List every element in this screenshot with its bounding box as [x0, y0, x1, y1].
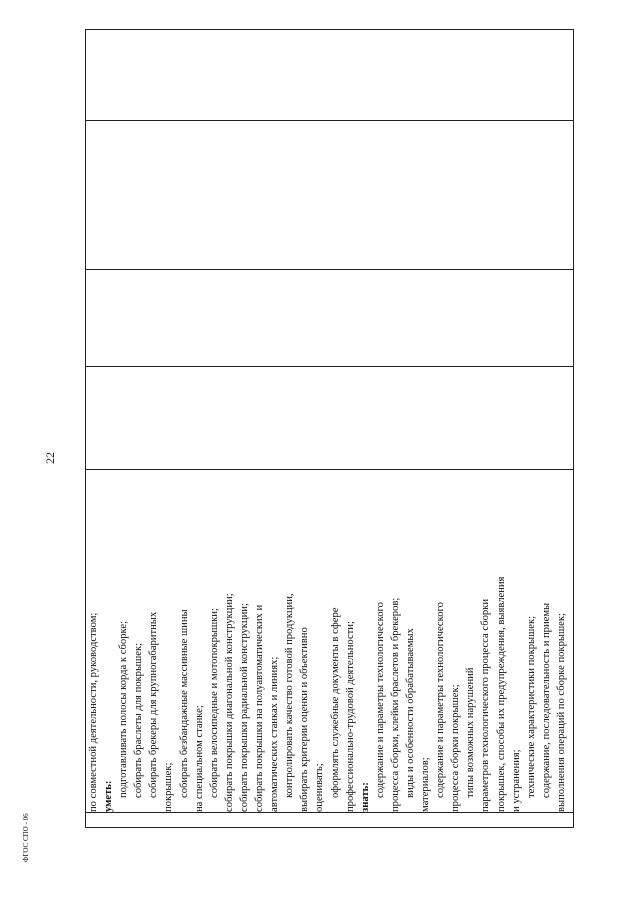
- table-cell-empty: [86, 270, 574, 367]
- content-line: собирать покрышки радиальной конструкции;: [238, 603, 250, 812]
- content-line: уметь:: [103, 780, 115, 812]
- content-lines: [86, 470, 569, 812]
- content-line: типы возможных нарушений: [465, 667, 477, 798]
- content-line: и устранения;: [510, 749, 522, 812]
- table-cell-empty: [86, 121, 574, 270]
- content-line: выбирать критерии оценки и объективно: [299, 627, 311, 812]
- content-line: виды и особенности обрабатываемых: [404, 628, 416, 798]
- content-line: знать:: [359, 782, 371, 812]
- content-line: параметров технологического процесса сборки: [480, 598, 492, 812]
- content-line: профессионально-трудовой деятельности;: [344, 621, 356, 812]
- content-line: собирать велосипедные и мотопокрышки;: [208, 608, 220, 798]
- content-line: технические характеристики покрышек;: [525, 615, 537, 798]
- content-line: процесса сборки, клейки браслетов и брекеров;: [389, 597, 401, 812]
- content-line: оценивать;: [314, 763, 326, 812]
- content-line: содержание и параметры технологического: [435, 602, 447, 798]
- content-line: материалов;: [420, 757, 432, 812]
- content-line: по совместной деятельности, руководством;: [88, 612, 99, 812]
- table-row: [86, 30, 574, 828]
- table-cell-empty: [86, 30, 574, 121]
- content-line: собирать покрышки диагональной конструкции;: [223, 593, 235, 812]
- content-line: подготавливать полосы корда к сборке;: [118, 620, 130, 798]
- content-line: собирать браслеты для покрышек;: [133, 642, 145, 798]
- content-line: содержание, последовательность и приемы: [540, 602, 552, 798]
- content-line: покрышек, способы их предупреждения, выявления: [495, 576, 507, 812]
- content-line: содержание и параметры технологического: [374, 602, 386, 798]
- competency-table-wrapper: [85, 36, 574, 828]
- page-number: 22: [43, 452, 57, 464]
- content-line: собирать безбандажные массивные шины: [178, 609, 190, 798]
- competency-table: [85, 29, 574, 828]
- table-cell-content: [86, 470, 574, 813]
- content-line: на специальном станке;: [193, 705, 205, 812]
- table-cell-empty-left: [86, 813, 574, 828]
- content-line: покрышек;: [163, 762, 175, 812]
- content-line: собирать брекеры для крупногабаритных: [148, 611, 160, 798]
- footer-code: ФГОС СПО - 06: [22, 813, 30, 862]
- content-line: оформлять служебные документы в сфере: [329, 607, 341, 798]
- content-line: контролировать качество готовой продукции,: [284, 593, 296, 798]
- content-line: процесса сборки покрышек;: [450, 684, 462, 812]
- content-line: собирать покрышки на полуавтоматических и: [254, 604, 266, 812]
- content-line: автоматических станках и линиях;: [269, 656, 281, 812]
- table-cell-empty: [86, 367, 574, 470]
- content-line: выполнения операций по сборке покрышек;: [555, 613, 567, 812]
